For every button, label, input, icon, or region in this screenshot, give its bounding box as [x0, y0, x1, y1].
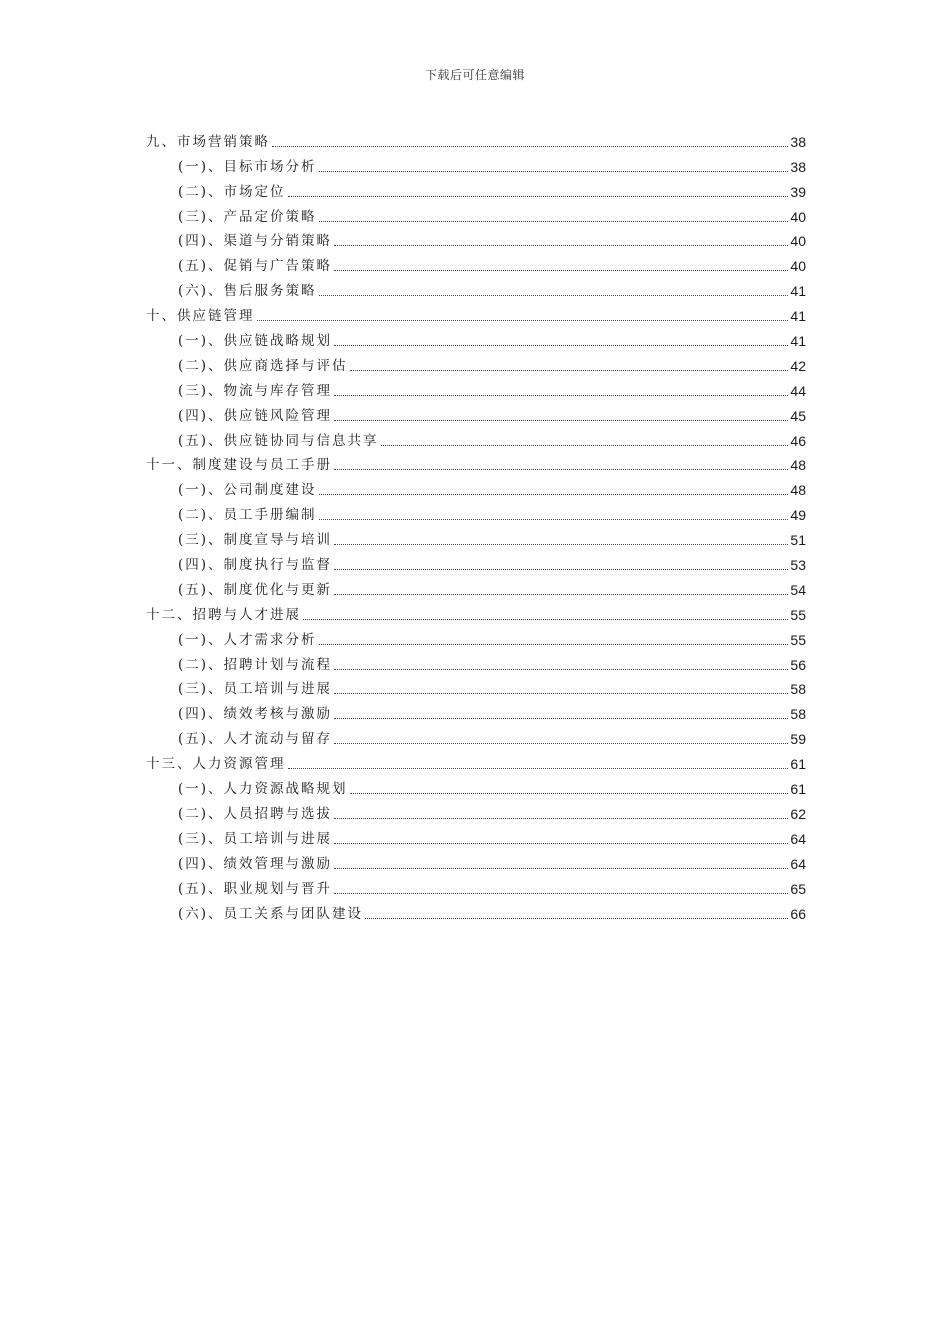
toc-dot-leader	[319, 494, 789, 495]
toc-section-entry[interactable]	[146, 823, 806, 848]
toc-page-number: 58	[790, 706, 806, 723]
toc-dot-leader	[334, 693, 788, 694]
toc-dot-leader	[334, 544, 788, 545]
toc-entry-title: 十二、招聘与人才进展	[146, 606, 301, 623]
toc-page-number: 64	[790, 855, 806, 872]
toc-dot-leader	[334, 395, 788, 396]
toc-section-entry[interactable]	[146, 201, 806, 226]
toc-section-entry[interactable]	[146, 176, 806, 201]
toc-page-number: 53	[790, 557, 806, 574]
toc-dot-leader	[334, 245, 788, 246]
toc-entry-title: (四)、制度执行与监督	[178, 557, 333, 574]
toc-entry-title: (五)、人才流动与留存	[178, 731, 333, 748]
toc-entry-title: (五)、促销与广告策略	[178, 258, 333, 275]
toc-entry-title: (五)、供应链协同与信息共享	[178, 432, 379, 449]
toc-entry-title: (二)、供应商选择与评估	[178, 357, 348, 374]
toc-entry-title: (四)、供应链风险管理	[178, 407, 333, 424]
toc-page-number: 61	[790, 756, 806, 773]
toc-dot-leader	[303, 619, 788, 620]
toc-dot-leader	[334, 843, 788, 844]
toc-dot-leader	[334, 270, 788, 271]
toc-page-number: 64	[790, 830, 806, 847]
toc-section-entry[interactable]	[146, 325, 806, 350]
toc-chapter-entry[interactable]	[146, 126, 806, 151]
toc-page-number: 55	[790, 606, 806, 623]
toc-dot-leader	[257, 320, 789, 321]
toc-section-entry[interactable]	[146, 400, 806, 425]
toc-dot-leader	[319, 221, 789, 222]
toc-dot-leader	[319, 295, 789, 296]
toc-entry-title: (一)、人力资源战略规划	[178, 781, 348, 798]
toc-dot-leader	[350, 370, 789, 371]
toc-section-entry[interactable]	[146, 574, 806, 599]
toc-section-entry[interactable]	[146, 773, 806, 798]
toc-page-number: 38	[790, 133, 806, 150]
toc-entry-title: (三)、员工培训与进展	[178, 830, 333, 847]
toc-page-number: 40	[790, 233, 806, 250]
toc-entry-title: (三)、物流与库存管理	[178, 382, 333, 399]
toc-entry-title: (五)、职业规划与晋升	[178, 880, 333, 897]
toc-dot-leader	[365, 918, 788, 919]
toc-entry-title: (五)、制度优化与更新	[178, 581, 333, 598]
toc-chapter-entry[interactable]	[146, 300, 806, 325]
toc-entry-title: (四)、渠道与分销策略	[178, 233, 333, 250]
toc-page-number: 54	[790, 581, 806, 598]
toc-entry-title: (三)、制度宣导与培训	[178, 532, 333, 549]
toc-page-number: 44	[790, 382, 806, 399]
toc-entry-title: 十三、人力资源管理	[146, 756, 286, 773]
toc-section-entry[interactable]	[146, 151, 806, 176]
toc-page-number: 45	[790, 407, 806, 424]
toc-page-number: 56	[790, 656, 806, 673]
toc-dot-leader	[288, 196, 789, 197]
toc-chapter-entry[interactable]	[146, 599, 806, 624]
toc-section-entry[interactable]	[146, 275, 806, 300]
toc-section-entry[interactable]	[146, 798, 806, 823]
toc-entry-title: 九、市场营销策略	[146, 133, 270, 150]
toc-dot-leader	[334, 469, 788, 470]
toc-page-number: 58	[790, 681, 806, 698]
toc-section-entry[interactable]	[146, 375, 806, 400]
toc-dot-leader	[350, 793, 789, 794]
toc-page-number: 46	[790, 432, 806, 449]
toc-entry-title: (一)、公司制度建设	[178, 482, 317, 499]
toc-section-entry[interactable]	[146, 425, 806, 450]
toc-entry-title: (二)、招聘计划与流程	[178, 656, 333, 673]
toc-dot-leader	[381, 445, 789, 446]
toc-section-entry[interactable]	[146, 649, 806, 674]
toc-entry-title: (三)、产品定价策略	[178, 208, 317, 225]
toc-dot-leader	[334, 669, 788, 670]
toc-entry-title: (二)、员工手册编制	[178, 507, 317, 524]
toc-page-number: 65	[790, 880, 806, 897]
toc-page-number: 40	[790, 258, 806, 275]
toc-section-entry[interactable]	[146, 674, 806, 699]
toc-dot-leader	[319, 644, 789, 645]
toc-page-number: 55	[790, 631, 806, 648]
toc-page-number: 38	[790, 158, 806, 175]
toc-dot-leader	[334, 893, 788, 894]
toc-section-entry[interactable]	[146, 499, 806, 524]
toc-section-entry[interactable]	[146, 524, 806, 549]
toc-page-number: 49	[790, 507, 806, 524]
toc-dot-leader	[272, 146, 788, 147]
toc-entry-title: (一)、目标市场分析	[178, 158, 317, 175]
toc-entry-title: (六)、员工关系与团队建设	[178, 905, 364, 922]
toc-chapter-entry[interactable]	[146, 450, 806, 475]
toc-dot-leader	[334, 345, 788, 346]
toc-dot-leader	[334, 743, 788, 744]
toc-section-entry[interactable]	[146, 549, 806, 574]
page-header: 下载后可任意编辑	[424, 68, 525, 82]
toc-entry-title: 十一、制度建设与员工手册	[146, 457, 332, 474]
toc-section-entry[interactable]	[146, 250, 806, 275]
toc-entry-title: (一)、人才需求分析	[178, 631, 317, 648]
toc-page-number: 40	[790, 208, 806, 225]
toc-section-entry[interactable]	[146, 624, 806, 649]
toc-entry-title: (一)、供应链战略规划	[178, 333, 333, 350]
toc-entry-title: (六)、售后服务策略	[178, 283, 317, 300]
toc-dot-leader	[319, 171, 789, 172]
toc-section-entry[interactable]	[146, 698, 806, 723]
toc-section-entry[interactable]	[146, 848, 806, 873]
toc-dot-leader	[288, 768, 789, 769]
toc-entry-title: (四)、绩效管理与激励	[178, 855, 333, 872]
toc-dot-leader	[334, 818, 788, 819]
toc-chapter-entry[interactable]	[146, 748, 806, 773]
toc-section-entry[interactable]	[146, 350, 806, 375]
toc-page-number: 41	[790, 333, 806, 350]
toc-dot-leader	[334, 594, 788, 595]
toc-page-number: 41	[790, 283, 806, 300]
toc-page-number: 48	[790, 457, 806, 474]
toc-section-entry[interactable]	[146, 873, 806, 898]
toc-dot-leader	[334, 868, 788, 869]
toc-page-number: 48	[790, 482, 806, 499]
toc-entry-title: (四)、绩效考核与激励	[178, 706, 333, 723]
toc-page-number: 42	[790, 357, 806, 374]
toc-section-entry[interactable]	[146, 474, 806, 499]
toc-page-number: 62	[790, 805, 806, 822]
toc-entry-title: (二)、市场定位	[178, 183, 286, 200]
toc-dot-leader	[334, 420, 788, 421]
toc-page-number: 59	[790, 731, 806, 748]
toc-section-entry[interactable]	[146, 226, 806, 251]
toc-page-number: 39	[790, 183, 806, 200]
toc-page-number: 61	[790, 781, 806, 798]
toc-section-entry[interactable]	[146, 898, 806, 923]
toc-section-entry[interactable]	[146, 723, 806, 748]
toc-entry-title: (二)、人员招聘与选拔	[178, 805, 333, 822]
toc-dot-leader	[334, 569, 788, 570]
toc-page-number: 51	[790, 532, 806, 549]
toc-entry-title: (三)、员工培训与进展	[178, 681, 333, 698]
toc-dot-leader	[334, 718, 788, 719]
toc-page-number: 66	[790, 905, 806, 922]
toc-dot-leader	[319, 519, 789, 520]
toc-page-number: 41	[790, 308, 806, 325]
table-of-contents	[146, 126, 806, 923]
toc-entry-title: 十、供应链管理	[146, 308, 255, 325]
